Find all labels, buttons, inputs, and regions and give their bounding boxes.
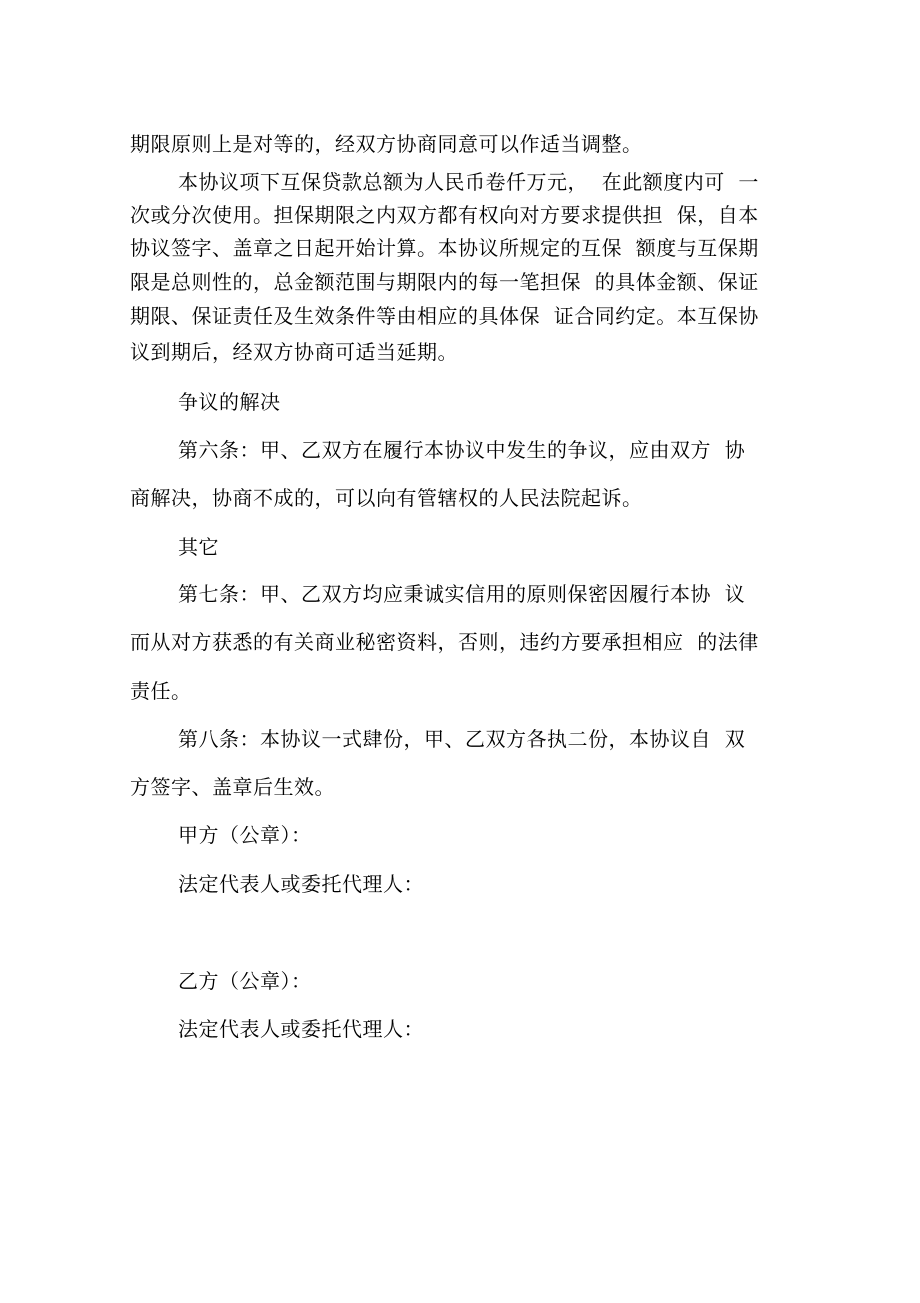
text-line: 第七条：甲、乙双方均应秉诚实信用的原则保密因履行本协 议 bbox=[178, 582, 746, 606]
text-line: 方签字、盖章后生效。 bbox=[130, 775, 335, 799]
text-line: 责任。 bbox=[130, 679, 192, 703]
text-line: 协议签字、盖章之日起开始计算。本协议所规定的互保 额度与互保期 bbox=[130, 236, 759, 260]
text-line: 限是总则性的，总金额范围与期限内的每一笔担保 的具体金额、保证 bbox=[130, 270, 759, 294]
party-a-representative: 法定代表人或委托代理人： bbox=[178, 872, 424, 896]
party-b-representative: 法定代表人或委托代理人： bbox=[178, 1017, 424, 1041]
party-a-seal: 甲方（公章）： bbox=[178, 823, 312, 847]
party-b-seal: 乙方（公章）： bbox=[178, 969, 312, 993]
text-line: 商解决，协商不成的，可以向有管辖权的人民法院起诉。 bbox=[130, 486, 643, 510]
text-line: 期限原则上是对等的，经双方协商同意可以作适当调整。 bbox=[130, 132, 643, 156]
text-line: 第八条：本协议一式肆份，甲、乙双方各执二份，本协议自 双 bbox=[178, 727, 746, 751]
text-line: 议到期后，经双方协商可适当延期。 bbox=[130, 340, 458, 364]
section-heading: 其它 bbox=[178, 535, 219, 559]
text-line: 次或分次使用。担保期限之内双方都有权向对方要求提供担 保，自本 bbox=[130, 203, 759, 227]
text-line: 期限、保证责任及生效条件等由相应的具体保 证合同约定。本互保协 bbox=[130, 304, 759, 328]
text-line: 本协议项下互保贷款总额为人民币卷仟万元， 在此额度内可 一 bbox=[178, 170, 759, 194]
text-line: 第六条：甲、乙双方在履行本协议中发生的争议，应由双方 协 bbox=[178, 438, 746, 462]
text-line: 而从对方获悉的有关商业秘密资料，否则，违约方要承担相应 的法律 bbox=[130, 630, 759, 654]
section-heading: 争议的解决 bbox=[178, 390, 281, 414]
